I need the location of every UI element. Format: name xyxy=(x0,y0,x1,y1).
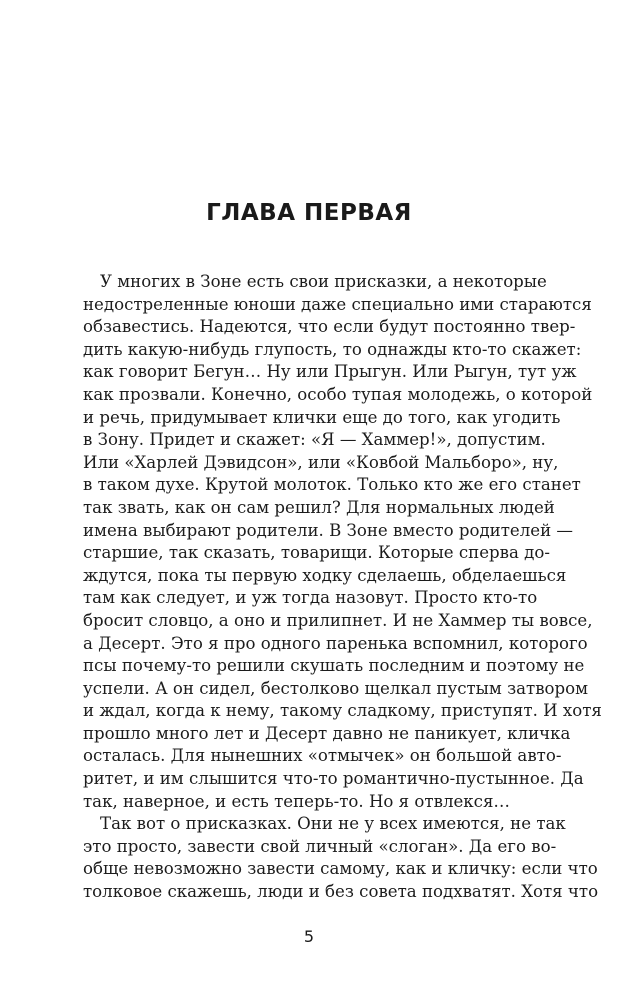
text-line: старшие, так сказать, товарищи. Которые сперва до- xyxy=(83,543,550,563)
body-text xyxy=(83,271,602,904)
text-line: так звать, как он сам решил? Для нормальных людей xyxy=(83,497,555,517)
text-line: толковое скажешь, люди и без совета подхватят. Хотя что xyxy=(83,882,599,902)
text-line: как прозвали. Конечно, особо тупая молодежь, о которой xyxy=(83,384,593,404)
text-line: в Зону. Придет и скажет: «Я — Хаммер!», допустим. xyxy=(83,430,546,450)
text-line: обзавестись. Надеются, что если будут постоянно твер- xyxy=(83,317,576,337)
text-line: как говорит Бегун… Ну или Прыгун. Или Рыгун, тут уж xyxy=(83,362,577,382)
text-line: Так вот о присказках. Они не у всех имеются, не так xyxy=(100,814,566,834)
chapter-title: ГЛАВА ПЕРВАЯ xyxy=(206,200,412,226)
text-line: ждутся, пока ты первую ходку сделаешь, обделаешься xyxy=(83,565,567,585)
text-line: так, наверное, и есть теперь-то. Но я отвлекся… xyxy=(83,791,511,811)
text-line: и ждал, когда к нему, такому сладкому, приступят. И хотя xyxy=(83,701,602,721)
text-line: обще невозможно завести самому, как и кличку: если что xyxy=(83,859,598,879)
text-line: успели. А он сидел, бестолково щелкал пустым затвором xyxy=(83,678,589,698)
text-line: осталась. Для нынешних «отмычек» он большой авто- xyxy=(83,746,562,766)
text-line: и речь, придумывает клички еще до того, как угодить xyxy=(83,407,561,427)
text-line: Или «Харлей Дэвидсон», или «Ковбой Мальборо», ну, xyxy=(83,452,559,472)
text-line: это просто, завести свой личный «слоган». Да его во- xyxy=(83,836,557,856)
text-line: псы почему-то решили скушать последним и поэтому не xyxy=(83,656,585,676)
text-line: а Десерт. Это я про одного паренька вспомнил, которого xyxy=(83,633,588,653)
text-line: бросит словцо, а оно и прилипнет. И не Хаммер ты вовсе, xyxy=(83,610,593,630)
text-line: недостреленные юноши даже специально ими стараются xyxy=(83,294,592,314)
text-line: там как следует, и уж тогда назовут. Просто кто-то xyxy=(83,588,538,608)
text-line: дить какую-нибудь глупость, то однажды кто-то скажет: xyxy=(83,339,582,359)
text-line: в таком духе. Крутой молоток. Только кто же его станет xyxy=(83,475,581,495)
page-number: 5 xyxy=(303,927,315,946)
text-line: ритет, и им слышится что-то романтично-пустынное. Да xyxy=(83,769,584,789)
text-line: имена выбирают родители. В Зоне вместо родителей — xyxy=(83,520,574,540)
text-line: У многих в Зоне есть свои присказки, а некоторые xyxy=(100,272,547,291)
text-line: прошло много лет и Десерт давно не паникует, кличка xyxy=(83,723,571,743)
